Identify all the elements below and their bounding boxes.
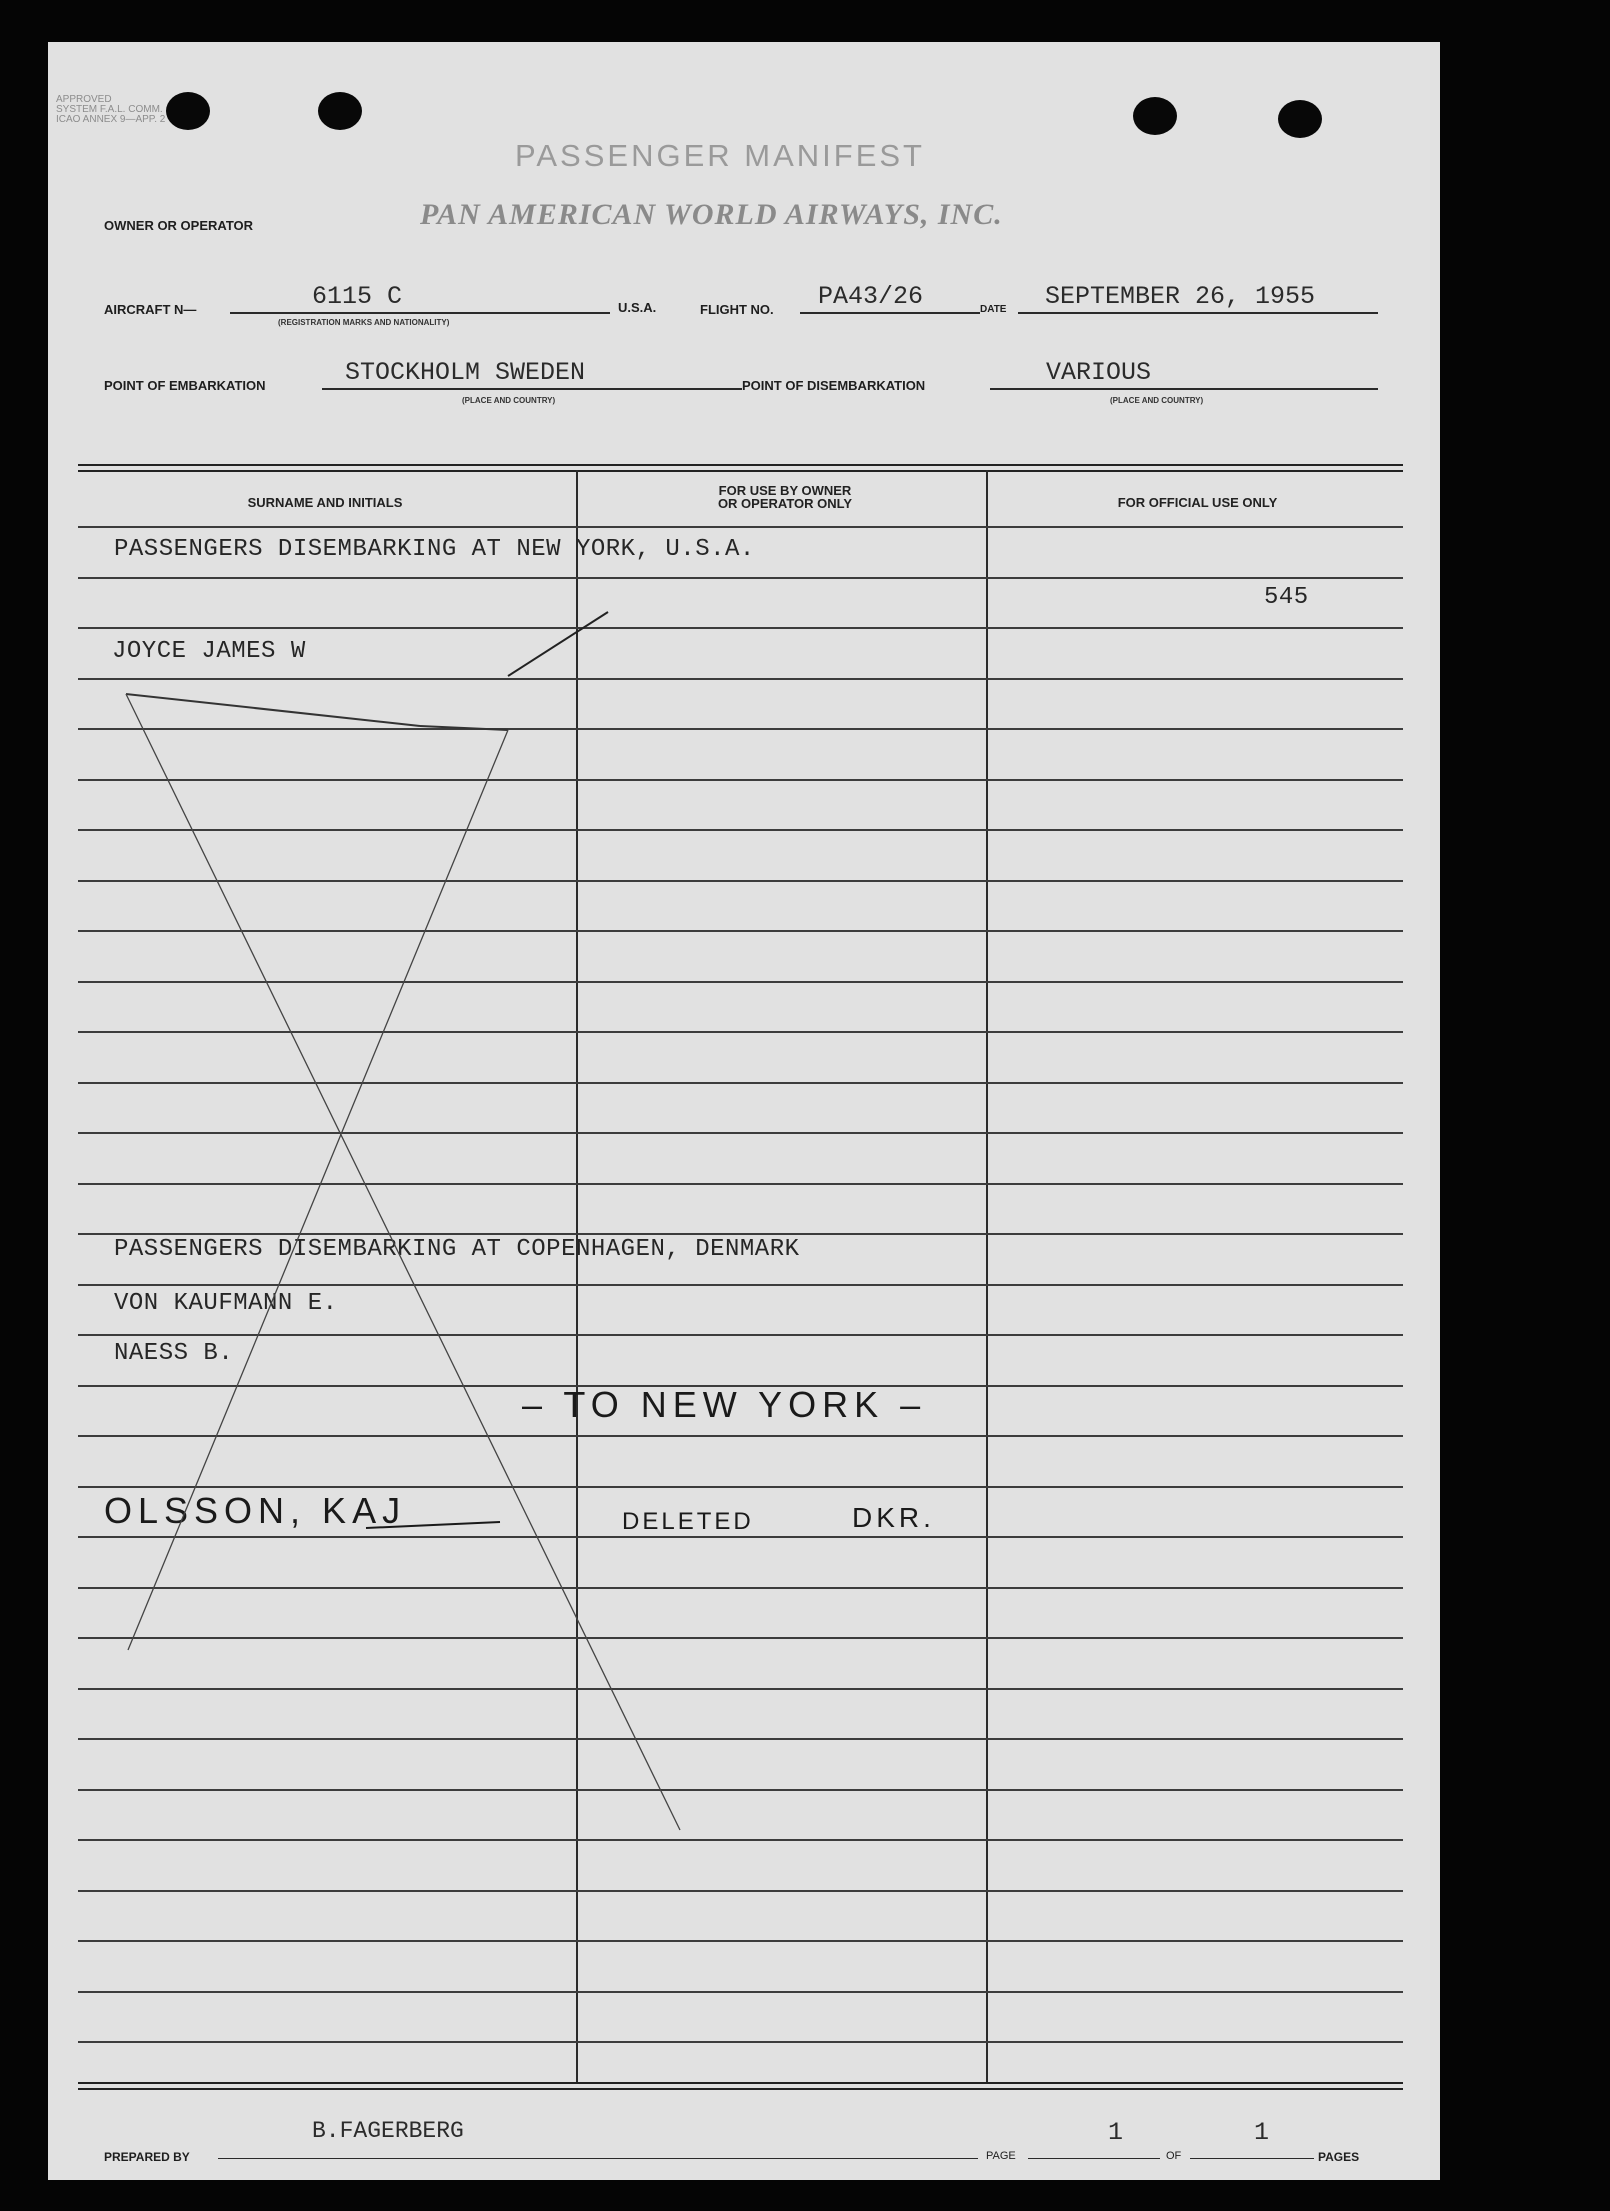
prepared-by-name: B.FAGERBERG [312, 2118, 464, 2144]
operator-name: PAN AMERICAN WORLD AIRWAYS, INC. [420, 198, 1003, 231]
handwritten-note: – TO NEW YORK – [522, 1384, 927, 1425]
flight-date: SEPTEMBER 26, 1955 [1045, 282, 1316, 311]
handwritten-passenger: OLSSON, KAJ [104, 1490, 407, 1531]
usa-label: U.S.A. [618, 300, 657, 315]
form-title: PASSENGER MANIFEST [515, 138, 925, 173]
of-underline [1190, 2158, 1314, 2159]
passenger-name: VON KAUFMANN E. [114, 1290, 338, 1317]
place-note: (PLACE AND COUNTRY) [1110, 396, 1204, 405]
place-note: (PLACE AND COUNTRY) [462, 396, 556, 405]
prepared-underline [218, 2158, 978, 2159]
column-header-owner: FOR USE BY OWNER OR OPERATOR ONLY [717, 483, 853, 511]
aircraft-label: AIRCRAFT N— [104, 302, 197, 317]
column-header-surname: SURNAME AND INITIALS [247, 495, 403, 510]
embarkation-point: STOCKHOLM SWEDEN [345, 358, 586, 387]
embarkation-label: POINT OF EMBARKATION [104, 378, 266, 393]
disembarkation-label: POINT OF DISEMBARKATION [742, 378, 926, 393]
approval-note: APPROVED SYSTEM F.A.L. COMM. ICAO ANNEX 9—APP. 2 [56, 94, 166, 125]
handwritten-note: DKR. [852, 1502, 935, 1533]
page-number: 1 [1108, 2118, 1124, 2147]
flight-number: PA43/26 [818, 282, 924, 311]
section-heading: PASSENGERS DISEMBARKING AT COPENHAGEN, DENMARK [114, 1236, 800, 1263]
passenger-name: NAESS B. [114, 1340, 234, 1367]
prepared-by-label: PREPARED BY [104, 2150, 190, 2164]
total-pages: 1 [1254, 2118, 1270, 2147]
date-label: DATE [980, 304, 1007, 315]
of-label: OF [1166, 2150, 1182, 2162]
flight-label: FLIGHT NO. [700, 302, 774, 317]
registration-note: (REGISTRATION MARKS AND NATIONALITY) [278, 318, 450, 327]
handwritten-note: DELETED [622, 1508, 754, 1535]
disembarkation-point: VARIOUS [1046, 358, 1152, 387]
column-header-official: FOR OFFICIAL USE ONLY [1117, 495, 1278, 510]
owner-label: OWNER OR OPERATOR [104, 218, 254, 233]
table-bottom-rule [78, 2088, 1403, 2090]
pages-label: PAGES [1318, 2150, 1360, 2164]
section-heading: PASSENGERS DISEMBARKING AT NEW YORK, U.S.A. [114, 536, 755, 563]
official-number: 545 [1264, 584, 1309, 611]
aircraft-registration: 6115 C [312, 282, 403, 311]
passenger-name: JOYCE JAMES W [112, 638, 306, 665]
page-underline [1028, 2158, 1160, 2159]
page-label: PAGE [986, 2150, 1016, 2162]
table-bottom-rule [78, 2082, 1403, 2084]
